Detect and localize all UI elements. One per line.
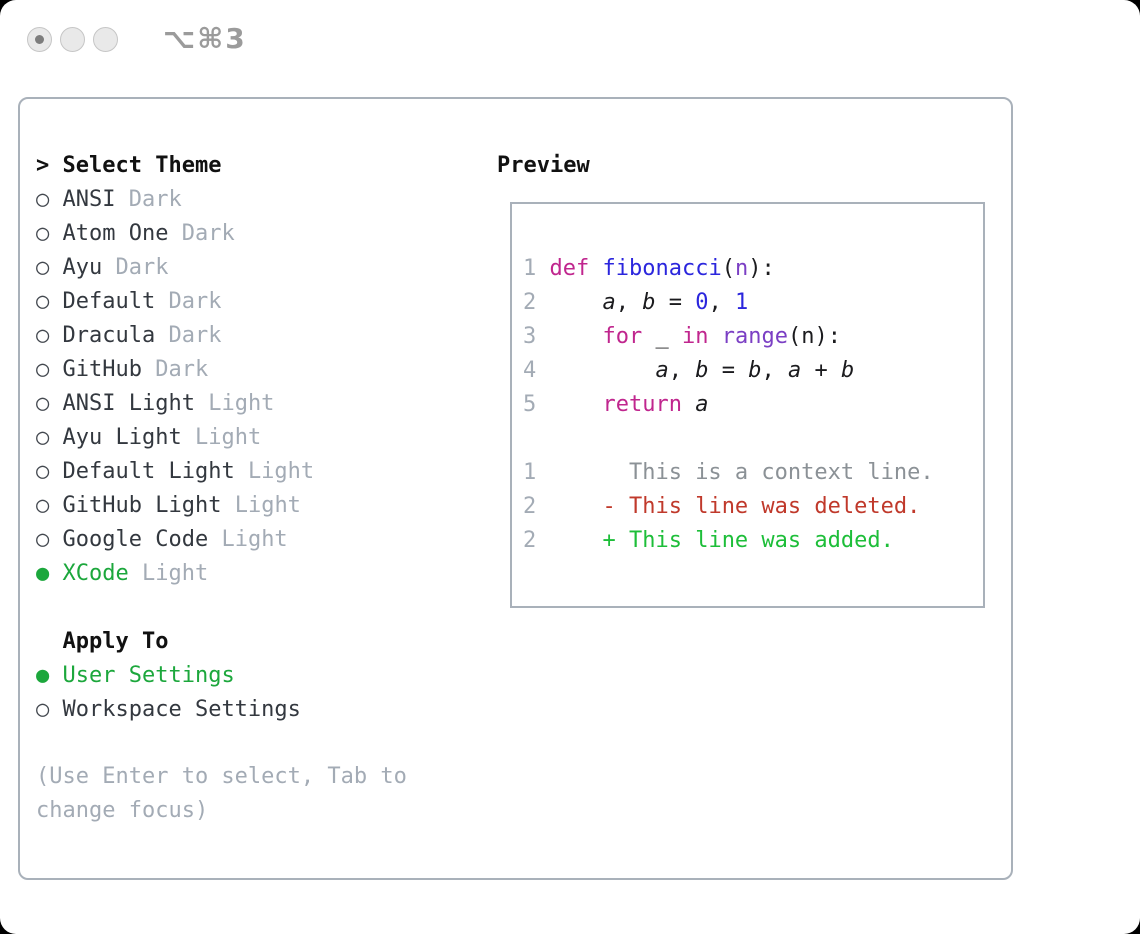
- radio-icon: ○: [36, 221, 50, 246]
- spacer: [36, 629, 49, 654]
- item-label: ANSI: [62, 187, 116, 212]
- theme-option-default-dark[interactable]: [36, 285, 314, 319]
- code-line: [523, 388, 934, 422]
- code-token: for: [602, 324, 643, 349]
- line-number: 3: [523, 324, 537, 349]
- code-token: [536, 290, 602, 315]
- radio-icon: ○: [36, 255, 50, 280]
- item-variant-label: Dark: [128, 187, 182, 212]
- item-variant-label: Light: [208, 391, 275, 416]
- item-variant-label: Dark: [155, 357, 209, 382]
- code-token: b: [748, 358, 762, 383]
- code-token: +: [801, 358, 841, 383]
- code-line: [523, 490, 934, 524]
- code-token: fibonacci: [602, 256, 722, 281]
- code-token: a: [602, 290, 616, 315]
- theme-option-github-dark[interactable]: [36, 353, 314, 387]
- code-token: =: [708, 358, 749, 383]
- item-label: Default Light: [62, 459, 235, 484]
- item-variant-label: Dark: [181, 221, 235, 246]
- window-hotkey-label: ⌥⌘3: [163, 22, 247, 55]
- code-token: [536, 494, 602, 519]
- selected-radio-icon: ●: [36, 663, 50, 688]
- radio-icon: ○: [36, 357, 50, 382]
- code-token: 0: [695, 290, 709, 315]
- code-token: ):: [748, 256, 775, 281]
- item-variant-label: Light: [194, 425, 262, 450]
- code-line: [523, 252, 934, 286]
- radio-icon: ○: [36, 459, 50, 484]
- radio-icon: ○: [36, 425, 50, 450]
- radio-icon: ○: [36, 493, 50, 518]
- code-token: ,: [668, 358, 696, 383]
- radio-icon: ○: [36, 323, 50, 348]
- item-label: Apply To: [62, 629, 169, 654]
- selected-radio-icon: ●: [36, 561, 50, 586]
- item-label: Ayu Light: [62, 425, 182, 450]
- code-token: [536, 528, 602, 553]
- help-line: change focus): [36, 798, 209, 823]
- item-label: Atom One: [62, 221, 169, 246]
- active-window-dot-icon: [35, 35, 44, 44]
- item-label: Default: [62, 289, 156, 314]
- theme-option-ansi-dark[interactable]: [36, 183, 314, 217]
- item-variant-label: Light: [247, 459, 315, 484]
- code-token: range: [721, 324, 788, 349]
- code-preview: [523, 252, 934, 558]
- code-token: a: [695, 392, 709, 417]
- item-variant-label: Light: [234, 493, 301, 518]
- item-variant-label: Dark: [168, 289, 222, 314]
- radio-icon: ○: [36, 391, 50, 416]
- code-token: ,: [708, 290, 735, 315]
- code-token: - This line was deleted.: [602, 494, 921, 519]
- code-token: b: [840, 358, 855, 383]
- line-number: 5: [523, 392, 537, 417]
- item-label: XCode: [62, 561, 129, 586]
- code-token: [536, 256, 549, 281]
- preview-box: [510, 202, 985, 608]
- code-token: a: [787, 358, 802, 383]
- code-token: b: [642, 290, 656, 315]
- item-label: ANSI Light: [62, 391, 195, 416]
- theme-list-title: [36, 149, 314, 183]
- code-token: [536, 392, 602, 417]
- code-token: ,: [761, 358, 788, 383]
- help-line: (Use Enter to select, Tab to: [36, 764, 407, 789]
- theme-option-atom-one-dark[interactable]: [36, 217, 314, 251]
- line-number: 4: [523, 358, 537, 383]
- cursor-icon: >: [36, 153, 50, 178]
- theme-option-github-light-light[interactable]: [36, 489, 314, 523]
- code-line: [523, 320, 934, 354]
- minimize-window-button[interactable]: [60, 27, 85, 52]
- spacer: [36, 595, 49, 620]
- item-variant-label: Dark: [115, 255, 169, 280]
- code-token: [708, 324, 721, 349]
- code-line: [523, 524, 934, 558]
- item-label: Select Theme: [62, 153, 222, 178]
- code-token: + This line was added.: [602, 528, 894, 553]
- code-token: def: [549, 256, 590, 281]
- code-token: [682, 392, 695, 417]
- code-token: [536, 324, 602, 349]
- code-token: [589, 256, 602, 281]
- code-token: (n):: [787, 324, 841, 349]
- preview-title: Preview: [497, 153, 590, 178]
- line-number: 1: [523, 256, 537, 281]
- line-number: 1: [523, 460, 537, 485]
- code-token: This is a context line.: [536, 460, 934, 485]
- item-label: Workspace Settings: [62, 697, 301, 722]
- code-line: [523, 456, 934, 490]
- code-token: n: [734, 256, 749, 281]
- window-controls: [27, 27, 118, 52]
- item-variant-label: Light: [141, 561, 209, 586]
- radio-icon: ○: [36, 527, 50, 552]
- item-label: Dracula: [62, 323, 156, 348]
- code-token: return: [602, 392, 682, 417]
- theme-option-dracula-dark[interactable]: [36, 319, 314, 353]
- theme-option-google-code-light[interactable]: [36, 523, 314, 557]
- code-token: b: [695, 358, 709, 383]
- code-token: =: [655, 290, 696, 315]
- line-number: 2: [523, 528, 537, 553]
- item-label: GitHub: [62, 357, 142, 382]
- item-label: Google Code: [62, 527, 209, 552]
- theme-option-xcode-light[interactable]: [36, 557, 314, 591]
- zoom-window-button[interactable]: [93, 27, 118, 52]
- code-token: [536, 358, 655, 383]
- item-label: User Settings: [62, 663, 235, 688]
- apply-to-option-user-settings[interactable]: [36, 659, 314, 693]
- code-token: ,: [615, 290, 643, 315]
- item-label: Ayu: [62, 255, 103, 280]
- item-variant-label: Dark: [168, 323, 222, 348]
- item-label: GitHub Light: [62, 493, 222, 518]
- apply-to-option-workspace-settings[interactable]: [36, 693, 314, 727]
- help-text: [36, 760, 407, 828]
- code-token: (: [721, 256, 735, 281]
- code-token: _: [642, 324, 682, 349]
- radio-icon: ○: [36, 187, 50, 212]
- line-number: 2: [523, 290, 537, 315]
- theme-list: [36, 149, 314, 727]
- line-number: 2: [523, 494, 537, 519]
- theme-option-ayu-dark[interactable]: [36, 251, 314, 285]
- code-token: 1: [734, 290, 749, 315]
- apply-to-title: [36, 625, 314, 659]
- theme-option-ayu-light-light[interactable]: [36, 421, 314, 455]
- spacer-row: [36, 591, 314, 625]
- theme-option-ansi-light-light[interactable]: [36, 387, 314, 421]
- code-line: [523, 354, 934, 388]
- item-variant-label: Light: [221, 527, 288, 552]
- close-window-button[interactable]: [27, 27, 52, 52]
- code-token: a: [655, 358, 669, 383]
- code-line: [523, 422, 934, 456]
- code-line: [523, 286, 934, 320]
- radio-icon: ○: [36, 697, 50, 722]
- theme-option-default-light-light[interactable]: [36, 455, 314, 489]
- code-token: in: [681, 324, 709, 349]
- radio-icon: ○: [36, 289, 50, 314]
